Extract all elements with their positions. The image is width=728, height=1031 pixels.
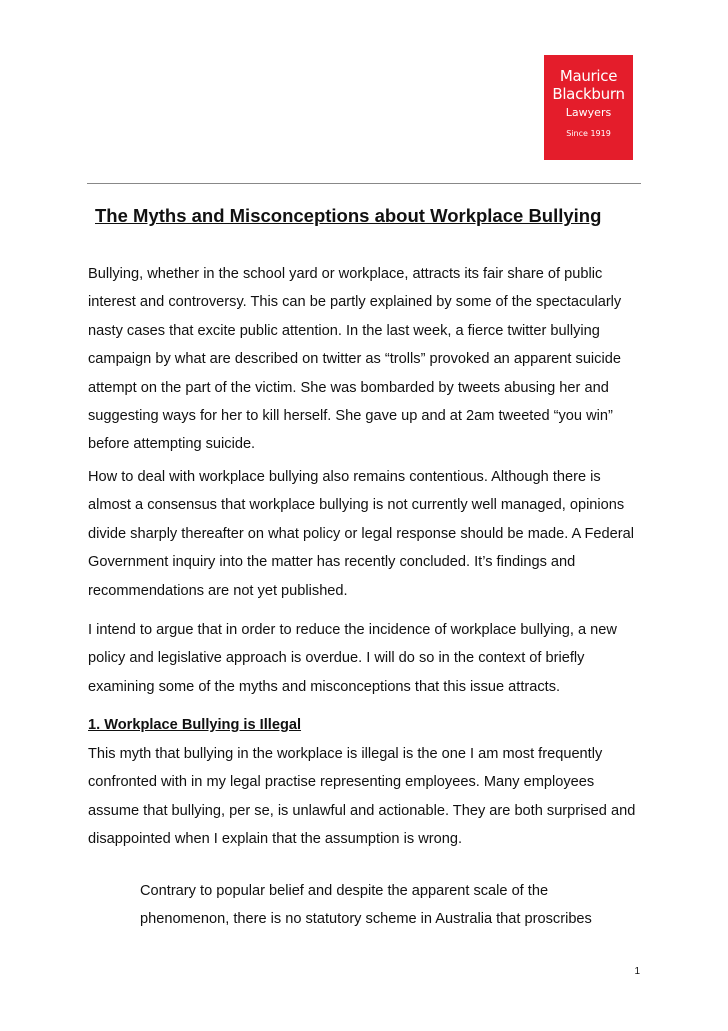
page-number: 1 bbox=[634, 966, 640, 977]
paragraph-line: I intend to argue that in order to reduce the incidence of workplace bullying, a new bbox=[88, 622, 617, 638]
paragraph-line: suggesting ways for her to kill herself. She gave up and at 2am tweeted “you win” bbox=[88, 408, 613, 425]
document-title: The Myths and Misconceptions about Workplace Bullying bbox=[95, 205, 602, 226]
quote-line: Contrary to popular belief and despite the apparent scale of the bbox=[140, 883, 549, 899]
paragraph-section1 bbox=[88, 740, 648, 854]
paragraph-line: policy and legislative approach is overdue. I will do so in the context of briefly bbox=[88, 650, 585, 667]
paragraph-contentious bbox=[88, 463, 648, 605]
paragraph-line: attempt on the part of the victim. She was bombarded by tweets abusing her and bbox=[88, 379, 609, 396]
paragraph-line: Government inquiry into the matter has recently concluded. It’s findings and bbox=[88, 554, 576, 571]
paragraph-intro bbox=[88, 260, 648, 459]
paragraph-line: nasty cases that excite public attention. In the last week, a fierce twitter bullying bbox=[88, 322, 600, 339]
block-quote bbox=[140, 877, 640, 934]
paragraph-line: Bullying, whether in the school yard or workplace, attracts its fair share of public bbox=[88, 266, 603, 282]
paragraph-line: before attempting suicide. bbox=[88, 436, 256, 453]
header-divider bbox=[87, 183, 641, 184]
quote-line: phenomenon, there is no statutory scheme in Australia that proscribes bbox=[140, 911, 592, 928]
paragraph-argument bbox=[88, 616, 648, 701]
logo-line-since: Since 1919 bbox=[566, 129, 611, 138]
logo-line-blackburn: Blackburn bbox=[552, 85, 625, 103]
paragraph-line: How to deal with workplace bullying also remains contentious. Although there is bbox=[88, 469, 601, 485]
paragraph-line: confronted with in my legal practise representing employees. Many employees bbox=[88, 774, 595, 791]
paragraph-line: almost a consensus that workplace bullying is not currently well managed, opinions bbox=[88, 497, 625, 514]
paragraph-line: assume that bullying, per se, is unlawful and actionable. They are both surprised and bbox=[88, 802, 636, 819]
paragraph-line: disappointed when I explain that the assumption is wrong. bbox=[88, 831, 462, 848]
paragraph-line: recommendations are not yet published. bbox=[88, 582, 348, 599]
paragraph-line: interest and controversy. This can be partly explained by some of the spectacularly bbox=[88, 294, 622, 311]
paragraph-line: campaign by what are described on twitter as “trolls” provoked an apparent suicide bbox=[88, 351, 621, 368]
logo-line-maurice: Maurice bbox=[559, 67, 618, 85]
paragraph-line: divide sharply thereafter on what policy or legal response should be made. A Federal bbox=[88, 525, 634, 542]
section-heading: 1. Workplace Bullying is Illegal bbox=[88, 717, 302, 733]
maurice-blackburn-logo bbox=[544, 55, 633, 160]
paragraph-line: This myth that bullying in the workplace is illegal is the one I am most frequently bbox=[88, 746, 603, 762]
logo-line-lawyers: Lawyers bbox=[565, 106, 612, 119]
paragraph-line: examining some of the myths and misconceptions that this issue attracts. bbox=[88, 678, 561, 695]
